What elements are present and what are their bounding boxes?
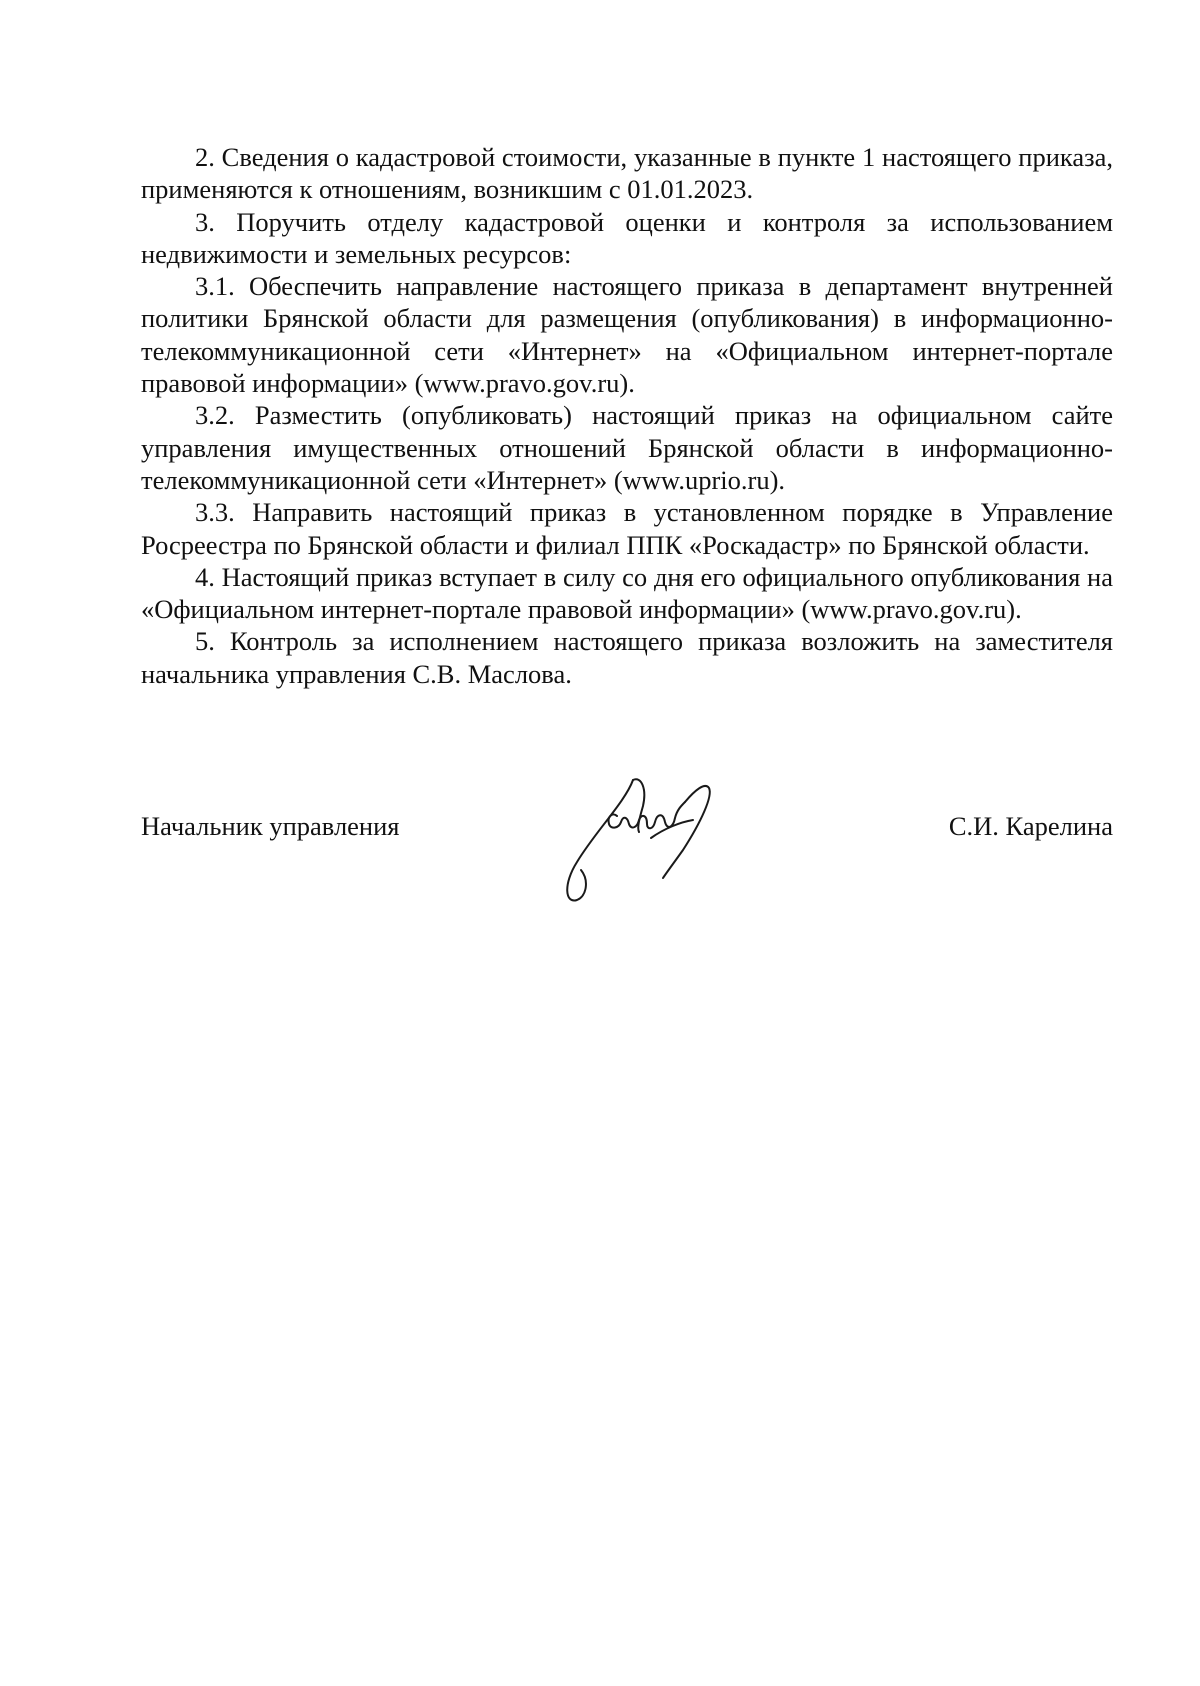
document-body — [141, 141, 1113, 690]
paragraph-3-3: 3.3. Направить настоящий приказ в установленном порядке в Управление Росреестра по Брянской области и филиал ППК «Роскадастр» по Брянской области. — [141, 497, 1113, 560]
signatory-name: С.И. Карелина — [948, 811, 1113, 841]
paragraph-3: 3. Поручить отделу кадастровой оценки и контроля за использованием недвижимости и земельных ресурсов: — [141, 206, 1113, 269]
handwritten-signature — [555, 772, 755, 912]
paragraph-5: 5. Контроль за исполнением настоящего приказа возложить на заместителя начальника управления С.В. Маслова. — [141, 626, 1113, 689]
signatory-position: Начальник управления — [141, 811, 400, 841]
paragraph-3-1: 3.1. Обеспечить направление настоящего приказа в департамент внутренней политики Брянской области для размещения (опубликования) в информационно-телекоммуникационной сети «Интернет» на «Официальном интернет-портале правовой информации» (www.pravo.gov.ru). — [141, 271, 1113, 399]
paragraph-2: 2. Сведения о кадастровой стоимости, указанные в пункте 1 настоящего приказа, применяются к отношениям, возникшим с 01.01.2023. — [141, 142, 1113, 205]
paragraph-4: 4. Настоящий приказ вступает в силу со дня его официального опубликования на «Официальном интернет-портале правовой информации» (www.pravo.gov.ru). — [141, 561, 1113, 625]
paragraph-3-2: 3.2. Разместить (опубликовать) настоящий приказ на официальном сайте управления имущественных отношений Брянской области в информационно-телекоммуникационной сети «Интернет» (www.uprio.ru). — [141, 400, 1113, 495]
